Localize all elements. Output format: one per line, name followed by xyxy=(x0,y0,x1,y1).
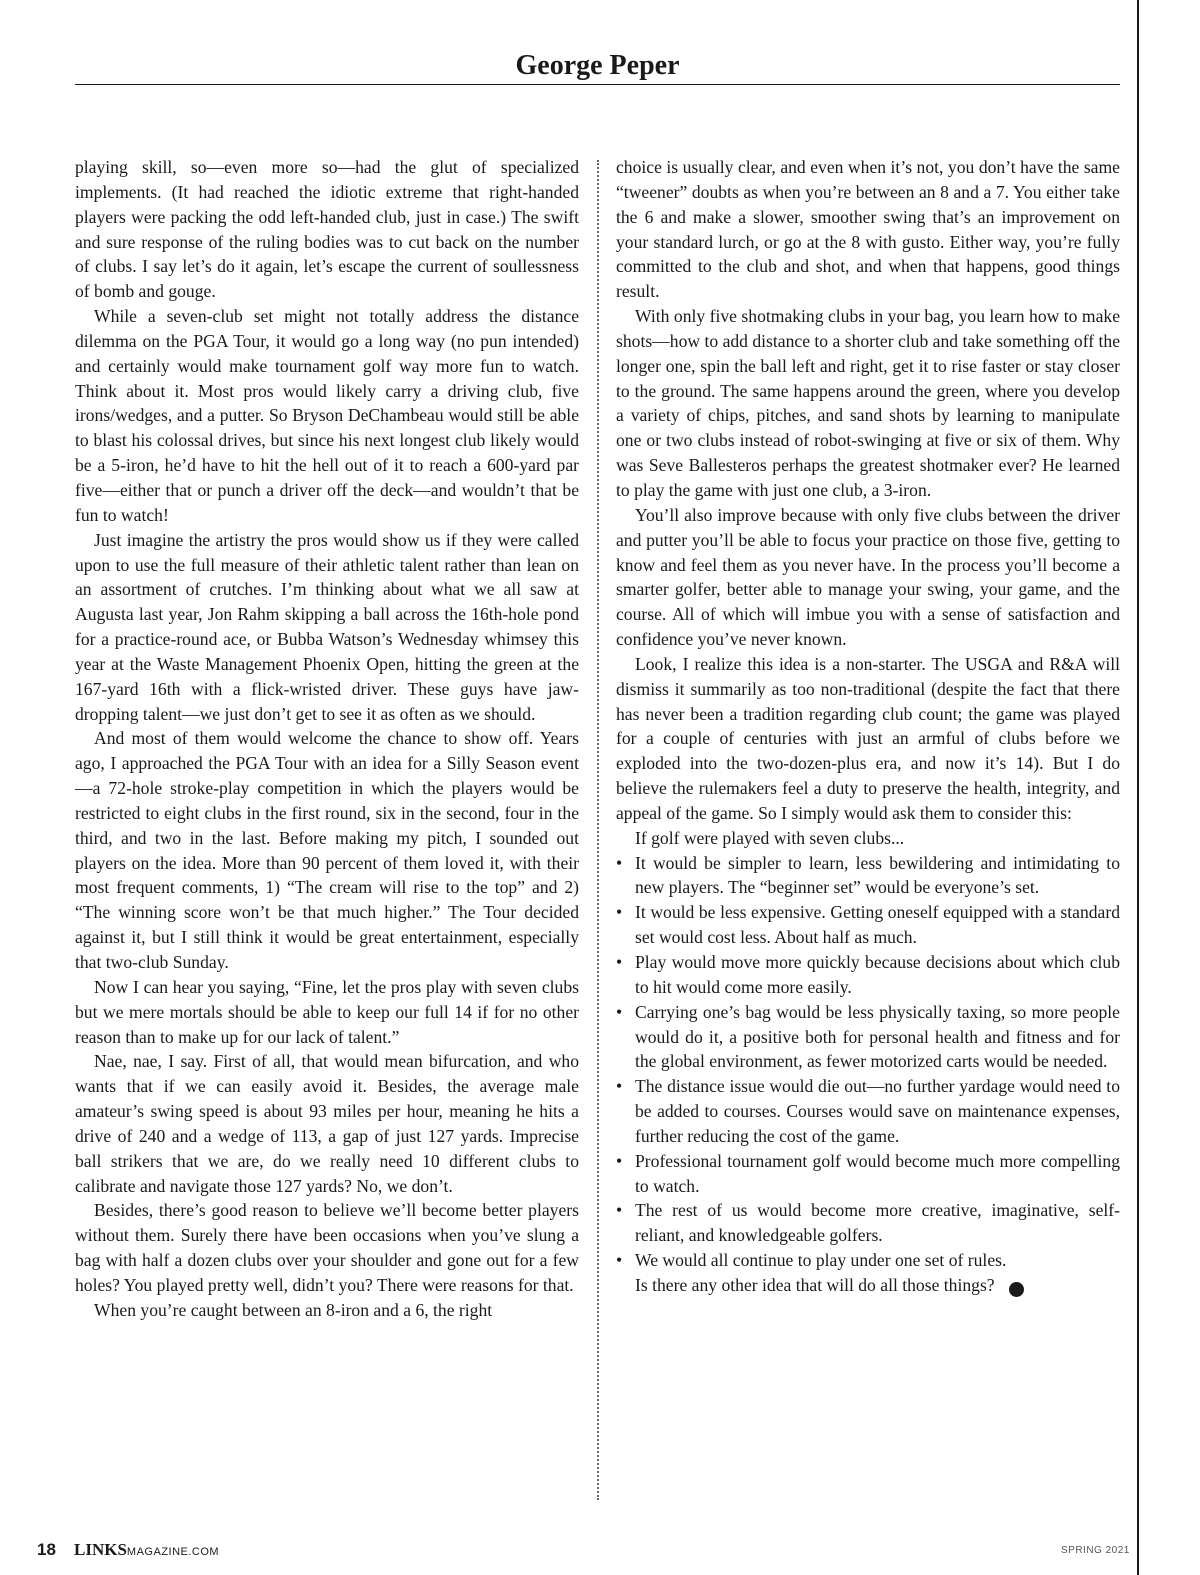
paragraph: Just imagine the artistry the pros would show us if they were called upon to use the full measure of their athletic talent rather than lean on an assortment of crutches. I’m thinking about what we all saw at Augusta last year, Jon Rahm skipping a ball across the 16th-hole pond for a practice-round ace, or Bubba Watson’s Wednesday whimsey this year at the Waste Management Phoenix Open, hitting the green at the 167-yard 16th with a flick-wristed driver. These guys have jaw-dropping talent—we just don’t get to see it as often as we should. xyxy=(75,529,579,724)
header-rule xyxy=(75,84,1120,85)
brand-name: LINKS xyxy=(74,1540,127,1559)
paragraph: And most of them would welcome the chance to show off. Years ago, I approached the PGA Tour with an idea for a Silly Season event—a 72-hole stroke-play competition in which the players would be restricted to eight clubs in the first round, six in the second, four in the third, and two in the last. Before making my pitch, I sounded out players on the idea. More than 90 percent of them loved it, with their most frequent comments, 1) “The cream will rise to the top” and 2) “The winning score won’t be that much higher.” The Tour decided against it, but I still think it would be great entertainment, especially that two-club Sunday. xyxy=(75,728,579,972)
paragraph: playing skill, so—even more so—had the glut of specialized implements. (It had reached the idiotic extreme that right-handed players were packing the odd left-handed club, just in case.) The swift and sure response of the ruling bodies was to cut back on the number of clubs. I say let’s do it again, let’s escape the current of soullessness of bomb and gouge. xyxy=(75,157,579,302)
list-item: • It would be less expensive. Getting oneself equipped with a standard set would cost less. About half as much. xyxy=(616,900,1120,950)
paragraph: Nae, nae, I say. First of all, that would mean bifurcation, and who wants that if we can easily avoid it. Besides, the average male amateur’s swing speed is about 93 miles per hour, meaning he hits a drive of 240 and a wedge of 113, a gap of just 127 yards. Imprecise ball strikers that we are, do we really need 10 different clubs to calibrate and navigate those 127 yards? No, we don’t. xyxy=(75,1051,579,1196)
paragraph: If golf were played with seven clubs... xyxy=(635,827,905,848)
list-item: • Play would move more quickly because decisions about which club to hit would come more easily. xyxy=(616,950,1120,1000)
list-item: • The rest of us would become more creative, imaginative, self-reliant, and knowledgeable golfers. xyxy=(616,1198,1120,1248)
paragraph: While a seven-club set might not totally address the distance dilemma on the PGA Tour, it would go a long way (no pun intended) and certainly would make tournament golf way more fun to watch. Think about it. Most pros would likely carry a driving club, five irons/wedges, and a putter. So Bryson DeChambeau would still be able to blast his colossal drives, but since his next longest club likely would be a 5-iron, he’d have to hit the hell out of it to reach a 600-yard par five—either that or punch a driver off the deck—and wouldn’t that be fun to watch! xyxy=(75,306,579,525)
brand-site: MAGAZINE.COM xyxy=(126,1546,220,1558)
brand-logo xyxy=(74,1540,219,1562)
paragraph: choice is usually clear, and even when it’s not, you don’t have the same “tweener” doubts as when you’re between an 8 and a 7. You either take the 6 and make a slower, smoother swing that’s an improvement on your standard lurch, or go at the 8 with gusto. Either way, you’re fully committed to the club and shot, and when that happens, good things result. xyxy=(616,157,1120,302)
page-edge-rule xyxy=(1137,0,1139,1575)
paragraph: You’ll also improve because with only five clubs between the driver and putter you’ll be able to focus your practice on those five, getting to know and feel them as you never have. In the process you’ll become a smarter golfer, better able to manage your swing, your game, and the course. All of which will imbue you with a sense of satisfaction and confidence you’ve never known. xyxy=(616,504,1120,650)
closing-text: Is there any other idea that will do all those things? xyxy=(635,1274,995,1295)
list-item: • It would be simpler to learn, less bewildering and intimidating to new players. The “beginner set” would be everyone’s set. xyxy=(616,851,1120,901)
paragraph: With only five shotmaking clubs in your bag, you learn how to make shots—how to add distance to a shorter club and take something off the longer one, spin the ball left and right, get it to rise faster or stay closer to the ground. The same happens around the green, where you develop a variety of chips, pitches, and sand shots by learning to manipulate one or two clubs instead of robot-swinging at five or six of them. Why was Seve Ballesteros perhaps the greatest shotmaker ever? He learned to play the game with just one club, a 3-iron. xyxy=(616,306,1120,500)
author-header: George Peper xyxy=(515,50,680,81)
list-item: • We would all continue to play under one set of rules. xyxy=(616,1248,1120,1273)
paragraph: Look, I realize this idea is a non-starter. The USGA and R&A will dismiss it summarily as too non-traditional (despite the fact that there has never been a tradition regarding club count; the game was played for a couple of centuries with just an armful of clubs before we exploded into the two-dozen-plus era, and now it’s 14). But I do believe the rulemakers feel a duty to preserve the health, integrity, and appeal of the game. So I simply would ask them to consider this: xyxy=(616,653,1120,823)
links-end-mark-icon: L xyxy=(1009,1282,1024,1297)
closing-line xyxy=(616,1273,1120,1298)
issue-date: SPRING 2021 xyxy=(1061,1545,1130,1556)
page-number: 18 xyxy=(37,1540,56,1559)
paragraph: When you’re caught between an 8-iron and a 6, the right xyxy=(94,1299,493,1320)
benefits-list xyxy=(616,851,1120,1273)
column-divider xyxy=(597,160,599,1500)
paragraph: Now I can hear you saying, “Fine, let the pros play with seven clubs but we mere mortals should be able to keep our full 14 if for no other reason than to make up for our lack of talent.” xyxy=(75,976,579,1047)
list-item: • The distance issue would die out—no further yardage would need to be added to courses. Courses would save on maintenance expenses, further reducing the cost of the game. xyxy=(616,1074,1120,1149)
right-column xyxy=(616,155,1120,1298)
paragraph: Besides, there’s good reason to believe we’ll become better players without them. Surely there have been occasions when you’ve slung a bag with half a dozen clubs over your shoulder and gone out for a few holes? You played pretty well, didn’t you? There were reasons for that. xyxy=(75,1200,579,1295)
list-item: • Professional tournament golf would become much more compelling to watch. xyxy=(616,1149,1120,1199)
left-column xyxy=(75,155,579,1323)
list-item: • Carrying one’s bag would be less physically taxing, so more people would do it, a positive both for personal health and fitness and for the global environment, as fewer motorized carts would be needed. xyxy=(616,1000,1120,1075)
